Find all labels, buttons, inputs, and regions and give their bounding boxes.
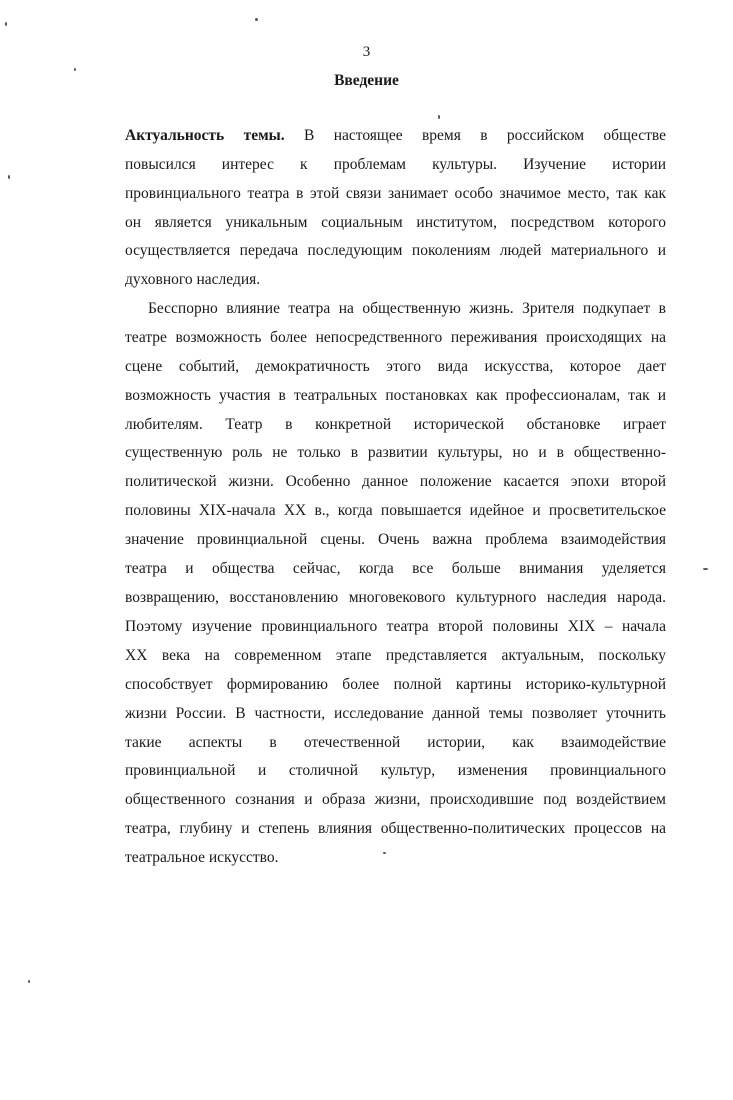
- paragraph-line: любителям. Театр в конкретной исторической обстановке играет: [125, 416, 666, 433]
- paragraph-line: повысился интерес к проблемам культуры. Изучение истории: [125, 156, 666, 173]
- paragraph-line: XX века на современном этапе представляется актуальным, поскольку: [125, 647, 666, 664]
- paragraph-line: такие аспекты в отечественной истории, как взаимодействие: [125, 734, 666, 751]
- paragraph-line: духовного наследия.: [125, 271, 261, 288]
- scan-speck: [438, 115, 440, 119]
- paragraph-line: сцене событий, демократичность этого вида искусства, которое дает: [125, 358, 666, 375]
- scan-speck: [255, 18, 258, 21]
- lead-phrase: Актуальность темы.: [125, 127, 285, 144]
- paragraph-line: политической жизни. Особенно данное положение касается эпохи второй: [125, 473, 666, 490]
- paragraph-line: способствует формированию более полной картины историко-культурной: [125, 676, 666, 693]
- paragraph-line: значение провинциальной сцены. Очень важна проблема взаимодействия: [125, 531, 666, 548]
- paragraph-line: жизни России. В частности, исследование данной темы позволяет уточнить: [125, 705, 666, 722]
- paragraph-line: театре возможность более непосредственного переживания происходящих на: [125, 329, 666, 346]
- paragraph-line: Поэтому изучение провинциального театра второй половины XIX – начала: [125, 618, 666, 635]
- paragraph-line: Бесспорно влияние театра на общественную жизнь. Зрителя подкупает в: [148, 300, 666, 317]
- scan-speck: [74, 68, 76, 71]
- paragraph-line: театра и общества сейчас, когда все больше внимания уделяется: [125, 560, 666, 577]
- paragraph-line: Актуальность темы. В настоящее время в российском обществе: [125, 127, 666, 144]
- paragraph-line: общественного сознания и образа жизни, происходившие под воздействием: [125, 791, 666, 808]
- paragraph-line: половины XIX-начала XX в., когда повышается идейное и просветительское: [125, 502, 666, 519]
- section-heading: Введение: [334, 72, 399, 89]
- paragraph-line: возможность участия в театральных постановках как профессионалам, так и: [125, 387, 666, 404]
- paragraph-line: возвращению, восстановлению многовекового культурного наследия народа.: [125, 589, 666, 606]
- page-number: 3: [362, 44, 371, 60]
- scan-speck: [383, 852, 386, 854]
- paragraph-line: существенную роль не только в развитии культуры, но и в общественно-: [125, 444, 666, 461]
- scan-speck: [703, 568, 708, 570]
- scan-speck: [8, 175, 10, 179]
- paragraph-line: театральное искусство.: [125, 849, 279, 866]
- paragraph-line: провинциального театра в этой связи занимает особо значимое место, так как: [125, 185, 666, 202]
- scan-speck: [5, 22, 7, 26]
- paragraph-line: осуществляется передача последующим поколениям людей материального и: [125, 242, 666, 259]
- paragraph-line: провинциальной и столичной культур, изменения провинциального: [125, 762, 666, 779]
- paragraph-line: он является уникальным социальным институтом, посредством которого: [125, 214, 666, 231]
- scan-speck: [28, 980, 30, 983]
- paragraph-line: театра, глубину и степень влияния общественно-политических процессов на: [125, 820, 666, 837]
